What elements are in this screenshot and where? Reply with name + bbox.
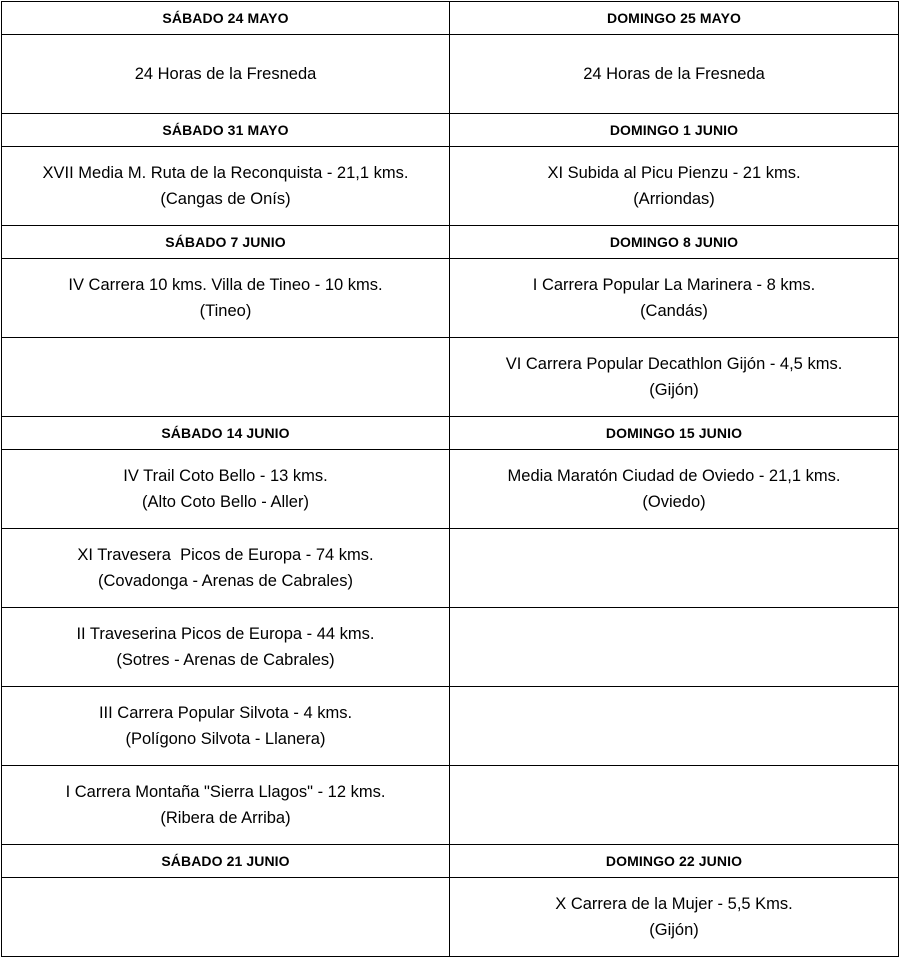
event-location: (Covadonga - Arenas de Cabrales)	[98, 572, 353, 590]
event-row	[2, 259, 899, 338]
saturday-event-cell	[2, 147, 450, 226]
sunday-event-cell-empty	[450, 687, 899, 766]
event-name: VI Carrera Popular Decathlon Gijón - 4,5 kms.	[505, 355, 843, 373]
event-name: I Carrera Montaña "Sierra Llagos" - 12 kms.	[65, 783, 386, 801]
event-location: (Alto Coto Bello - Aller)	[142, 493, 309, 511]
event-name: XVII Media M. Ruta de la Reconquista - 21,1 kms.	[42, 164, 409, 182]
sunday-event-cell	[450, 450, 899, 529]
event-location: (Cangas de Onís)	[160, 190, 291, 208]
event-location: (Gijón)	[649, 921, 699, 939]
date-header-row	[2, 845, 899, 878]
saturday-event-cell	[2, 259, 450, 338]
sunday-date-header: DOMINGO 22 JUNIO	[450, 845, 899, 878]
event-row	[2, 687, 899, 766]
sunday-event-cell-empty	[450, 608, 899, 687]
event-row	[2, 147, 899, 226]
saturday-event-cell-empty	[2, 338, 450, 417]
event-name: IV Carrera 10 kms. Villa de Tineo - 10 kms.	[68, 276, 383, 294]
event-name: Media Maratón Ciudad de Oviedo - 21,1 kms.	[507, 467, 841, 485]
saturday-date-header: SÁBADO 31 MAYO	[2, 114, 450, 147]
race-calendar-table	[1, 1, 899, 957]
date-header-row	[2, 114, 899, 147]
event-location: (Oviedo)	[642, 493, 706, 511]
date-header-row	[2, 2, 899, 35]
saturday-date-header: SÁBADO 21 JUNIO	[2, 845, 450, 878]
sunday-event-cell	[450, 878, 899, 957]
saturday-event-cell	[2, 529, 450, 608]
sunday-event-cell	[450, 35, 899, 114]
event-name: XI Subida al Picu Pienzu - 21 kms.	[547, 164, 801, 182]
sunday-date-header: DOMINGO 25 MAYO	[450, 2, 899, 35]
sunday-date-header: DOMINGO 1 JUNIO	[450, 114, 899, 147]
event-location: (Sotres - Arenas de Cabrales)	[116, 651, 335, 669]
sunday-event-cell	[450, 147, 899, 226]
sunday-date-header: DOMINGO 15 JUNIO	[450, 417, 899, 450]
event-location: (Ribera de Arriba)	[160, 809, 291, 827]
event-name: IV Trail Coto Bello - 13 kms.	[123, 467, 328, 485]
event-row	[2, 338, 899, 417]
saturday-event-cell-empty	[2, 878, 450, 957]
saturday-event-cell	[2, 687, 450, 766]
saturday-event-cell	[2, 608, 450, 687]
saturday-date-header: SÁBADO 14 JUNIO	[2, 417, 450, 450]
event-name: 24 Horas de la Fresneda	[134, 65, 317, 83]
saturday-date-header: SÁBADO 24 MAYO	[2, 2, 450, 35]
saturday-event-cell	[2, 35, 450, 114]
event-name: II Traveserina Picos de Europa - 44 kms.	[76, 625, 375, 643]
event-name: III Carrera Popular Silvota - 4 kms.	[98, 704, 353, 722]
event-name: XI Travesera Picos de Europa - 74 kms.	[77, 546, 374, 564]
date-header-row	[2, 226, 899, 259]
saturday-event-cell	[2, 766, 450, 845]
date-header-row	[2, 417, 899, 450]
event-name: 24 Horas de la Fresneda	[583, 65, 765, 83]
sunday-event-cell	[450, 338, 899, 417]
event-row	[2, 529, 899, 608]
event-location: (Gijón)	[649, 381, 699, 399]
saturday-event-cell	[2, 450, 450, 529]
event-location: (Polígono Silvota - Llanera)	[125, 730, 326, 748]
event-location: (Candás)	[640, 302, 708, 320]
event-row	[2, 35, 899, 114]
sunday-event-cell-empty	[450, 766, 899, 845]
event-row	[2, 450, 899, 529]
event-row	[2, 766, 899, 845]
sunday-date-header: DOMINGO 8 JUNIO	[450, 226, 899, 259]
event-name: X Carrera de la Mujer - 5,5 Kms.	[555, 895, 793, 913]
event-location: (Arriondas)	[633, 190, 715, 208]
saturday-date-header: SÁBADO 7 JUNIO	[2, 226, 450, 259]
sunday-event-cell-empty	[450, 529, 899, 608]
event-row	[2, 878, 899, 957]
sunday-event-cell	[450, 259, 899, 338]
event-row	[2, 608, 899, 687]
event-location: (Tineo)	[199, 302, 252, 320]
event-name: I Carrera Popular La Marinera - 8 kms.	[532, 276, 816, 294]
